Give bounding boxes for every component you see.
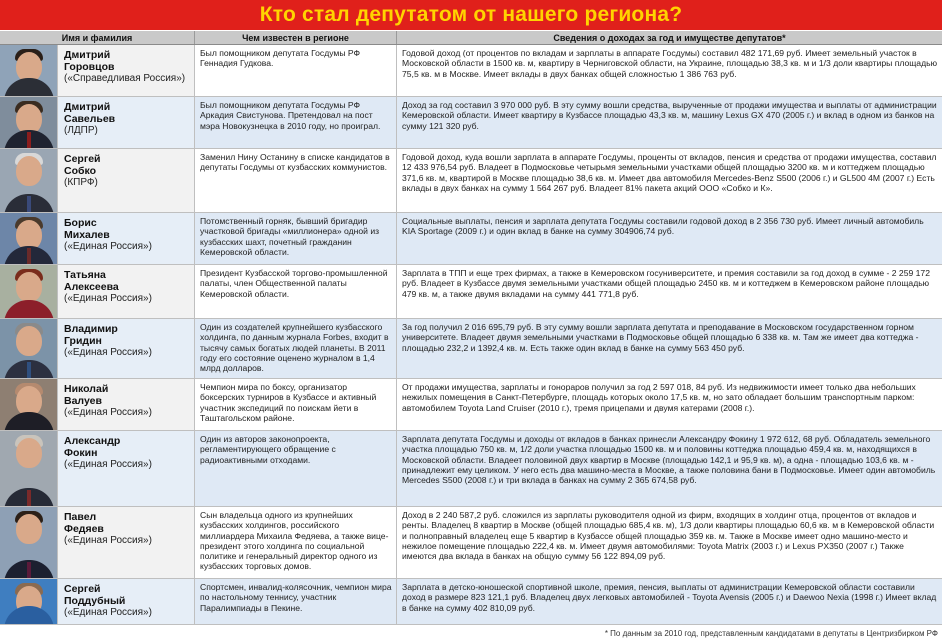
deputy-known: Заменил Нину Останину в списке кандидатов в депутаты Госдумы от кузбасских коммунистов. — [195, 149, 397, 212]
header-known: Чем известен в регионе — [195, 31, 397, 44]
deputy-income: Зарплата в детско-юношеской спортивной школе, премия, пенсия, выплаты от администрации Кемеровской области составили доход в размере 823 121,1 руб. Владелец двух легковых автомобилей - Toyota Avensis (2005 г.) и Daewoo Nexia (1998 г.) Имеет вклад в банке на сумму 402 810,09 руб. — [397, 579, 942, 624]
deputy-name: Сергей Собко — [64, 153, 101, 177]
deputy-name: Николай Валуев — [64, 383, 109, 407]
deputy-party: («Единая Россия») — [64, 535, 152, 546]
deputy-name-cell — [58, 149, 195, 212]
header-name: Имя и фамилия — [0, 31, 195, 44]
table-row — [0, 507, 942, 579]
deputy-income: Зарплата депутата Госдумы и доходы от вкладов в банках принесли Александру Фокину 1 972 612, 68 руб. Обладатель земельного участка площадью 750 кв. м, 1/2 доли участка площадью 1500 кв. м и половины коттеджа площадью 459,4 кв. м, находящихся в Московской области. Владеет половиной двух квартир в Москве (площадью 142,1 и 95,9 кв. м), а одна - площадью 103,6 кв. м - принадлежит ему целиком. У него есть два машино-места в Москве, а также половина бани в Подмосковье. Имеет один автомобиль Mercedes S500 (2008 г.) и три вклада в банках на сумму 2 365 674,58 руб. — [397, 431, 942, 506]
deputy-known: Спортсмен, инвалид-колясочник, чемпион мира по настольному теннису, участник Паралимпиады в Пекине. — [195, 579, 397, 624]
deputy-name-cell — [58, 431, 195, 506]
deputy-name-cell — [58, 97, 195, 148]
deputy-name-cell — [58, 379, 195, 430]
footnote: * По данным за 2010 год, представленным кандидатами в депутаты в Центризбирком РФ — [604, 629, 938, 638]
table-row — [0, 319, 942, 379]
table-header — [0, 31, 942, 45]
deputy-photo — [0, 579, 58, 624]
page-title: Кто стал депутатом от нашего региона? — [259, 3, 683, 26]
deputy-name: Дмитрий Горовцов — [64, 49, 115, 73]
deputy-party: («Справедливая Россия») — [64, 73, 186, 84]
deputy-income: Годовой доход (от процентов по вкладам и зарплаты в аппарате Госдумы) составил 482 171,69 руб. Имеет земельный участок в Московской области в 1500 кв. м, квартиру в Черниговской области, на Украине, площадью 38,3 кв. м и 1/3 доли квартиры площадью 75,5 кв. м в Москве. Имеет вклады в двух банках общей сложностью 1 386 763 руб. — [397, 45, 942, 96]
deputy-party: («Единая Россия») — [64, 459, 152, 470]
deputy-known: Был помощником депутата Госдумы РФ Аркадия Свистунова. Претендовал на пост мэра Новокузнецка в 2010 году, но проиграл. — [195, 97, 397, 148]
table-row — [0, 265, 942, 319]
deputy-name: Дмитрий Савельев — [64, 101, 116, 125]
deputy-photo — [0, 97, 58, 148]
deputy-photo — [0, 213, 58, 264]
deputy-party: («Единая Россия») — [64, 607, 152, 618]
deputies-table — [0, 45, 942, 625]
deputy-name: Владимир Гридин — [64, 323, 118, 347]
deputy-name: Александр Фокин — [64, 435, 121, 459]
deputy-income: От продажи имущества, зарплаты и гонораров получил за год 2 597 018, 84 руб. Из недвижимости имеет только два небольших нежилых помещения в Санкт-Петербурге, площадь которых около 17,5 кв. м, но зато обладает большим транспортным парком: автомобилем Toyota Land Cruiser (2010 г.), тремя прицепами и двумя катерами (2008 г.). — [397, 379, 942, 430]
deputy-income: За год получил 2 016 695,79 руб. В эту сумму вошли зарплата депутата и преподавание в Московском государственном горном университете. Владеет двумя земельными участками в Подмосковье общей площадью 6 338 кв. м. Там же имеет два коттеджа - площадью 232,2 и 1392,4 кв. м. Есть также один вклад в банке на сумму 563 450 руб. — [397, 319, 942, 378]
deputy-known: Один из создателей крупнейшего кузбасского холдинга, по данным журнала Forbes, входит в тысячу самых богатых людей планеты. В 2011 году его состояние оценено журналом в 1,4 млрд долларов. — [195, 319, 397, 378]
deputy-known: Потомственный горняк, бывший бригадир участковой бригады «миллионера» одной из кузбасских шахт, почетный гражданин Кемеровской области. — [195, 213, 397, 264]
deputy-party: (ЛДПР) — [64, 125, 98, 136]
deputy-party: («Единая Россия») — [64, 293, 152, 304]
deputy-photo — [0, 319, 58, 378]
deputy-income: Доход в 2 240 587,2 руб. сложился из зарплаты руководителя одной из фирм, входящих в холдинг отца, процентов от вкладов и ренты. Владелец 8 квартир в Москве (общей площадью 685,4 кв. м), 1/3 доли квартиры площадью 60,6 кв. м в Кемеровской области и полноправный владелец еще 5 квартир в Кузбассе общей площадью 359 кв. м. Также в Москве имеет одно машино-место и нежилое помещение площадью 222,4 кв. м. Имеет двумя автомобилями: Toyota Matrix (2003 г.) и Lexus PX350 (2007 г.) Также имеются два вклада в банках на общую сумму 56 122 894,09 руб. — [397, 507, 942, 578]
deputy-photo — [0, 149, 58, 212]
deputy-photo — [0, 265, 58, 318]
deputy-photo — [0, 45, 58, 96]
deputy-party: («Единая Россия») — [64, 241, 152, 252]
deputy-known: Президент Кузбасской торгово-промышленной палаты, член Общественной палаты Кемеровской области. — [195, 265, 397, 318]
deputy-known: Чемпион мира по боксу, организатор боксерских турниров в Кузбассе и активный участник экспедиций по поискам йети в Таштагольском районе. — [195, 379, 397, 430]
deputy-name-cell — [58, 213, 195, 264]
table-row — [0, 45, 942, 97]
deputy-name: Борис Михалев — [64, 217, 110, 241]
deputy-photo — [0, 431, 58, 506]
deputy-known: Один из авторов законопроекта, регламентирующего обращение с радиоактивными отходами. — [195, 431, 397, 506]
deputy-income: Социальные выплаты, пенсия и зарплата депутата Госдумы составили годовой доход в 2 356 730 руб. Имеет личный автомобиль KIA Sportage (2009 г.) и один вклад в банке на сумму 304906,74 руб. — [397, 213, 942, 264]
deputy-name-cell — [58, 319, 195, 378]
header-income: Сведения о доходах за год и имуществе депутатов* — [553, 33, 786, 43]
table-row — [0, 213, 942, 265]
title-banner — [0, 0, 942, 30]
deputy-name-cell — [58, 579, 195, 624]
deputy-party: («Единая Россия») — [64, 407, 152, 418]
table-row — [0, 579, 942, 625]
deputy-name-cell — [58, 265, 195, 318]
deputy-name: Татьяна Алексеева — [64, 269, 119, 293]
deputy-known: Сын владельца одного из крупнейших кузбасских холдингов, российского миллиардера Михаила Федяева, а также вице-президент этого холдинга по социальной политике и генеральный директор одного из кузбасских торговых домов. — [195, 507, 397, 578]
table-row — [0, 149, 942, 213]
table-row — [0, 379, 942, 431]
table-row — [0, 97, 942, 149]
deputy-party: («Единая Россия») — [64, 347, 152, 358]
deputy-name-cell — [58, 45, 195, 96]
table-row — [0, 431, 942, 507]
deputy-name-cell — [58, 507, 195, 578]
deputy-photo — [0, 507, 58, 578]
deputy-name: Павел Федяев — [64, 511, 104, 535]
deputy-known: Был помощником депутата Госдумы РФ Геннадия Гудкова. — [195, 45, 397, 96]
deputy-income: Зарплата в ТПП и еще трех фирмах, а также в Кемеровском госуниверситете, и премия составили за год доход в сумме - 2 259 172 руб. Владеет в Кузбассе двумя земельными участками общей площадью 2450 кв. м и коттеджем в Кемеровском районе площадью 479 кв. м, а также двумя вкладами на сумму 441 771,8 руб. — [397, 265, 942, 318]
deputy-income: Доход за год составил 3 970 000 руб. В эту сумму вошли средства, вырученные от продажи имущества и выплаты от администрации Кемеровской области. Имеет квартиру в Кузбассе площадью 43,3 кв. м, машину Lexus GX 470 (2005 г.) и вклад в одном из банков на сумму 121 320 руб. — [397, 97, 942, 148]
deputy-name: Сергей Поддубный — [64, 583, 126, 607]
deputy-photo — [0, 379, 58, 430]
deputy-party: (КПРФ) — [64, 177, 98, 188]
deputy-income: Годовой доход, куда вошли зарплата в аппарате Госдумы, проценты от вкладов, пенсия и средства от продажи имущества, составил 12 433 976,54 руб. Владеет в Подмосковье четырьмя земельными участками общей площадью 3200 кв. м и коттеджем площадью 371,6 кв. м, квартирой в Москве площадью 38,6 кв. м. Имеет два автомобиля Mercedes-Benz S500 (2006 г.) и GL500 4M (2007 г.) Есть вклады в двух банках на сумму 1 564 267 руб. Владеет 81% пакета акций ООО «Собко и К». — [397, 149, 942, 212]
